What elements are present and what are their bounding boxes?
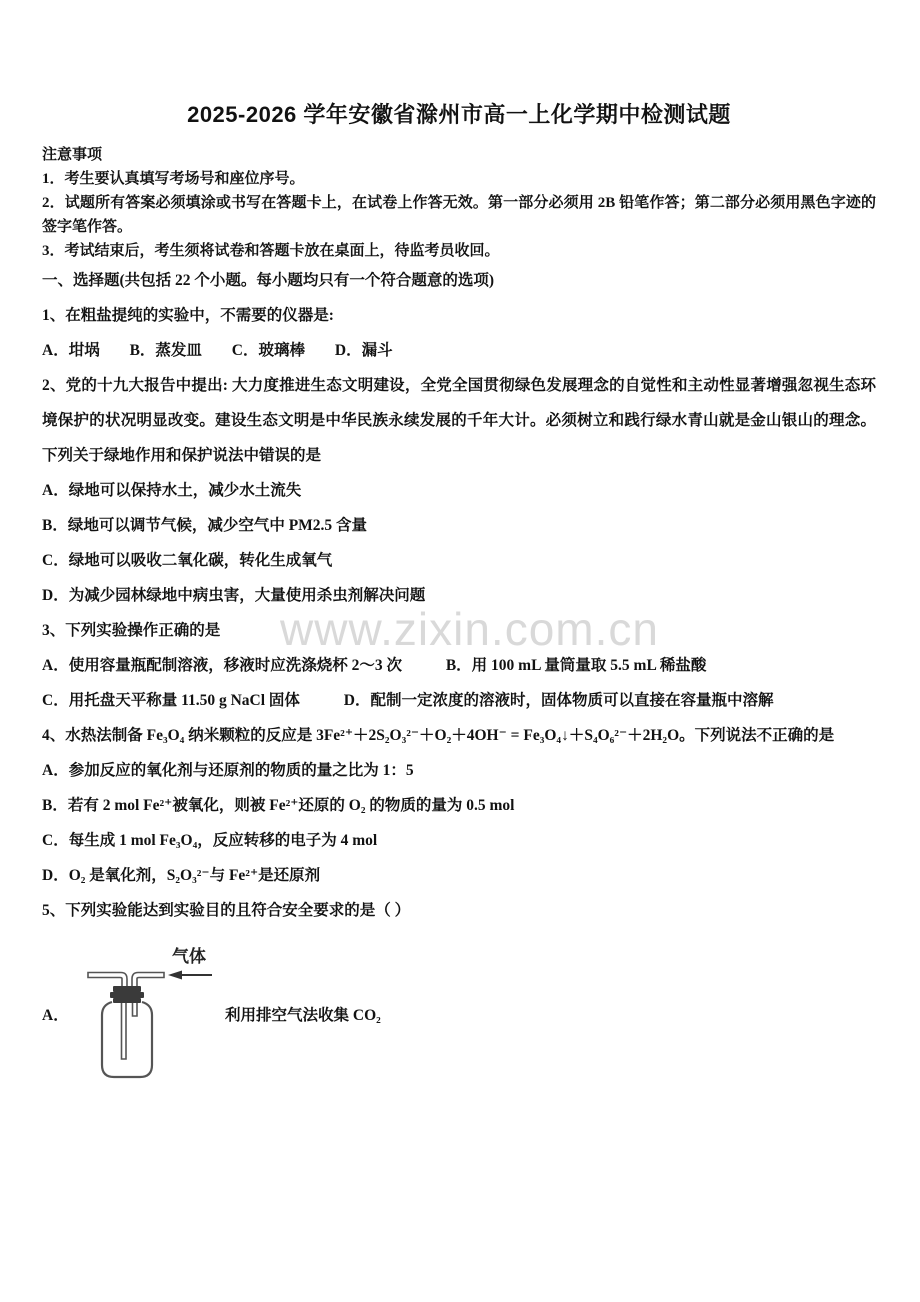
q5-option-a-label: A．	[42, 1007, 69, 1024]
q4-option-d: D．O₂ 是氧化剂，S₂O₃²⁻与 Fe²⁺是还原剂	[42, 867, 321, 884]
gas-label-text: 气体	[172, 947, 206, 966]
questions-area	[42, 263, 876, 1098]
q4-option-c: C．每生成 1 mol Fe₃O₄，反应转移的电子为 4 mol	[42, 832, 378, 849]
question-3-options-row1	[42, 648, 876, 683]
page-content	[0, 98, 920, 1098]
q3-option-a: A．使用容量瓶配制溶液，移液时应洗涤烧杯 2～3 次	[42, 657, 402, 674]
question-1-options	[42, 333, 876, 368]
notice-block	[42, 143, 876, 263]
q3-option-c: C．用托盘天平称量 11.50 g NaCl 固体	[42, 692, 300, 709]
q1-option-a: A．坩埚	[42, 342, 100, 359]
gas-flow-arrow-icon	[168, 971, 212, 980]
notice-header: 注意事项	[42, 147, 103, 163]
question-4-stem: 4、水热法制备 Fe₃O₄ 纳米颗粒的反应是 3Fe²⁺＋2S₂O₃²⁻＋O₂＋4OH⁻ = Fe₃O₄↓＋S₄O₆²⁻＋2H₂O。下列说法不正确的是	[42, 727, 835, 744]
q4-option-b: B．若有 2 mol Fe²⁺被氧化，则被 Fe²⁺还原的 O₂ 的物质的量为 0.5 mol	[42, 797, 515, 814]
question-2-stem: 2、党的十九大报告中提出: 大力度推进生态文明建设，全党全国贯彻绿色发展理念的自觉性和主动性显著增强忽视生态环境保护的状况明显改变。建设生态文明是中华民族永续发展的千年大计。必须树立和践行绿水青山就是金山银山的理念。下列关于绿地作用和保护说法中错误的是	[42, 377, 876, 464]
bottle-body	[102, 1002, 152, 1077]
question-5-option-a-row	[42, 938, 876, 1098]
page-title: 2025-2026 学年安徽省滁州市高一上化学期中检测试题	[187, 102, 731, 127]
q4-option-a: A．参加反应的氧化剂与还原剂的物质的量之比为 1：5	[42, 762, 414, 779]
notice-item: 1．考生要认真填写考场号和座位序号。	[42, 171, 305, 187]
section-header: 一、选择题(共包括 22 个小题。每小题均只有一个符合题意的选项)	[42, 272, 495, 289]
q1-option-b: B．蒸发皿	[129, 342, 202, 359]
q5-option-a-text: 利用排空气法收集 CO₂	[225, 1007, 381, 1024]
question-3-options-row2	[42, 683, 876, 718]
q3-option-b: B．用 100 mL 量筒量取 5.5 mL 稀盐酸	[445, 657, 707, 674]
question-5-stem: 5、下列实验能达到实验目的且符合安全要求的是（ ）	[42, 902, 411, 919]
watermark-text: www.zixin.com.cn	[280, 603, 659, 655]
q1-option-c: C．玻璃棒	[231, 342, 305, 359]
notice-item: 2．试题所有答案必须填涂或书写在答题卡上，在试卷上作答无效。第一部分必须用 2B 铅笔作答；第二部分必须用黑色字迹的签字笔作答。	[42, 195, 876, 235]
rubber-stopper	[110, 986, 144, 1003]
q2-option-c: C．绿地可以吸收二氧化碳，转化生成氧气	[42, 552, 333, 569]
q2-option-b: B．绿地可以调节气候，减少空气中 PM2.5 含量	[42, 517, 368, 534]
q2-option-a: A．绿地可以保持水土，减少水土流失	[42, 482, 302, 499]
q1-option-d: D．漏斗	[334, 342, 393, 359]
question-3-stem: 3、下列实验操作正确的是	[42, 622, 221, 639]
long-inlet-tube	[88, 973, 127, 1060]
q3-option-d: D．配制一定浓度的溶液时，固体物质可以直接在容量瓶中溶解	[343, 692, 774, 709]
question-1-stem: 1、在粗盐提纯的实验中，不需要的仪器是:	[42, 307, 334, 324]
notice-item: 3．考试结束后，考生须将试卷和答题卡放在桌面上，待监考员收回。	[42, 243, 500, 259]
q2-option-d: D．为减少园林绿地中病虫害，大量使用杀虫剂解决问题	[42, 587, 426, 604]
